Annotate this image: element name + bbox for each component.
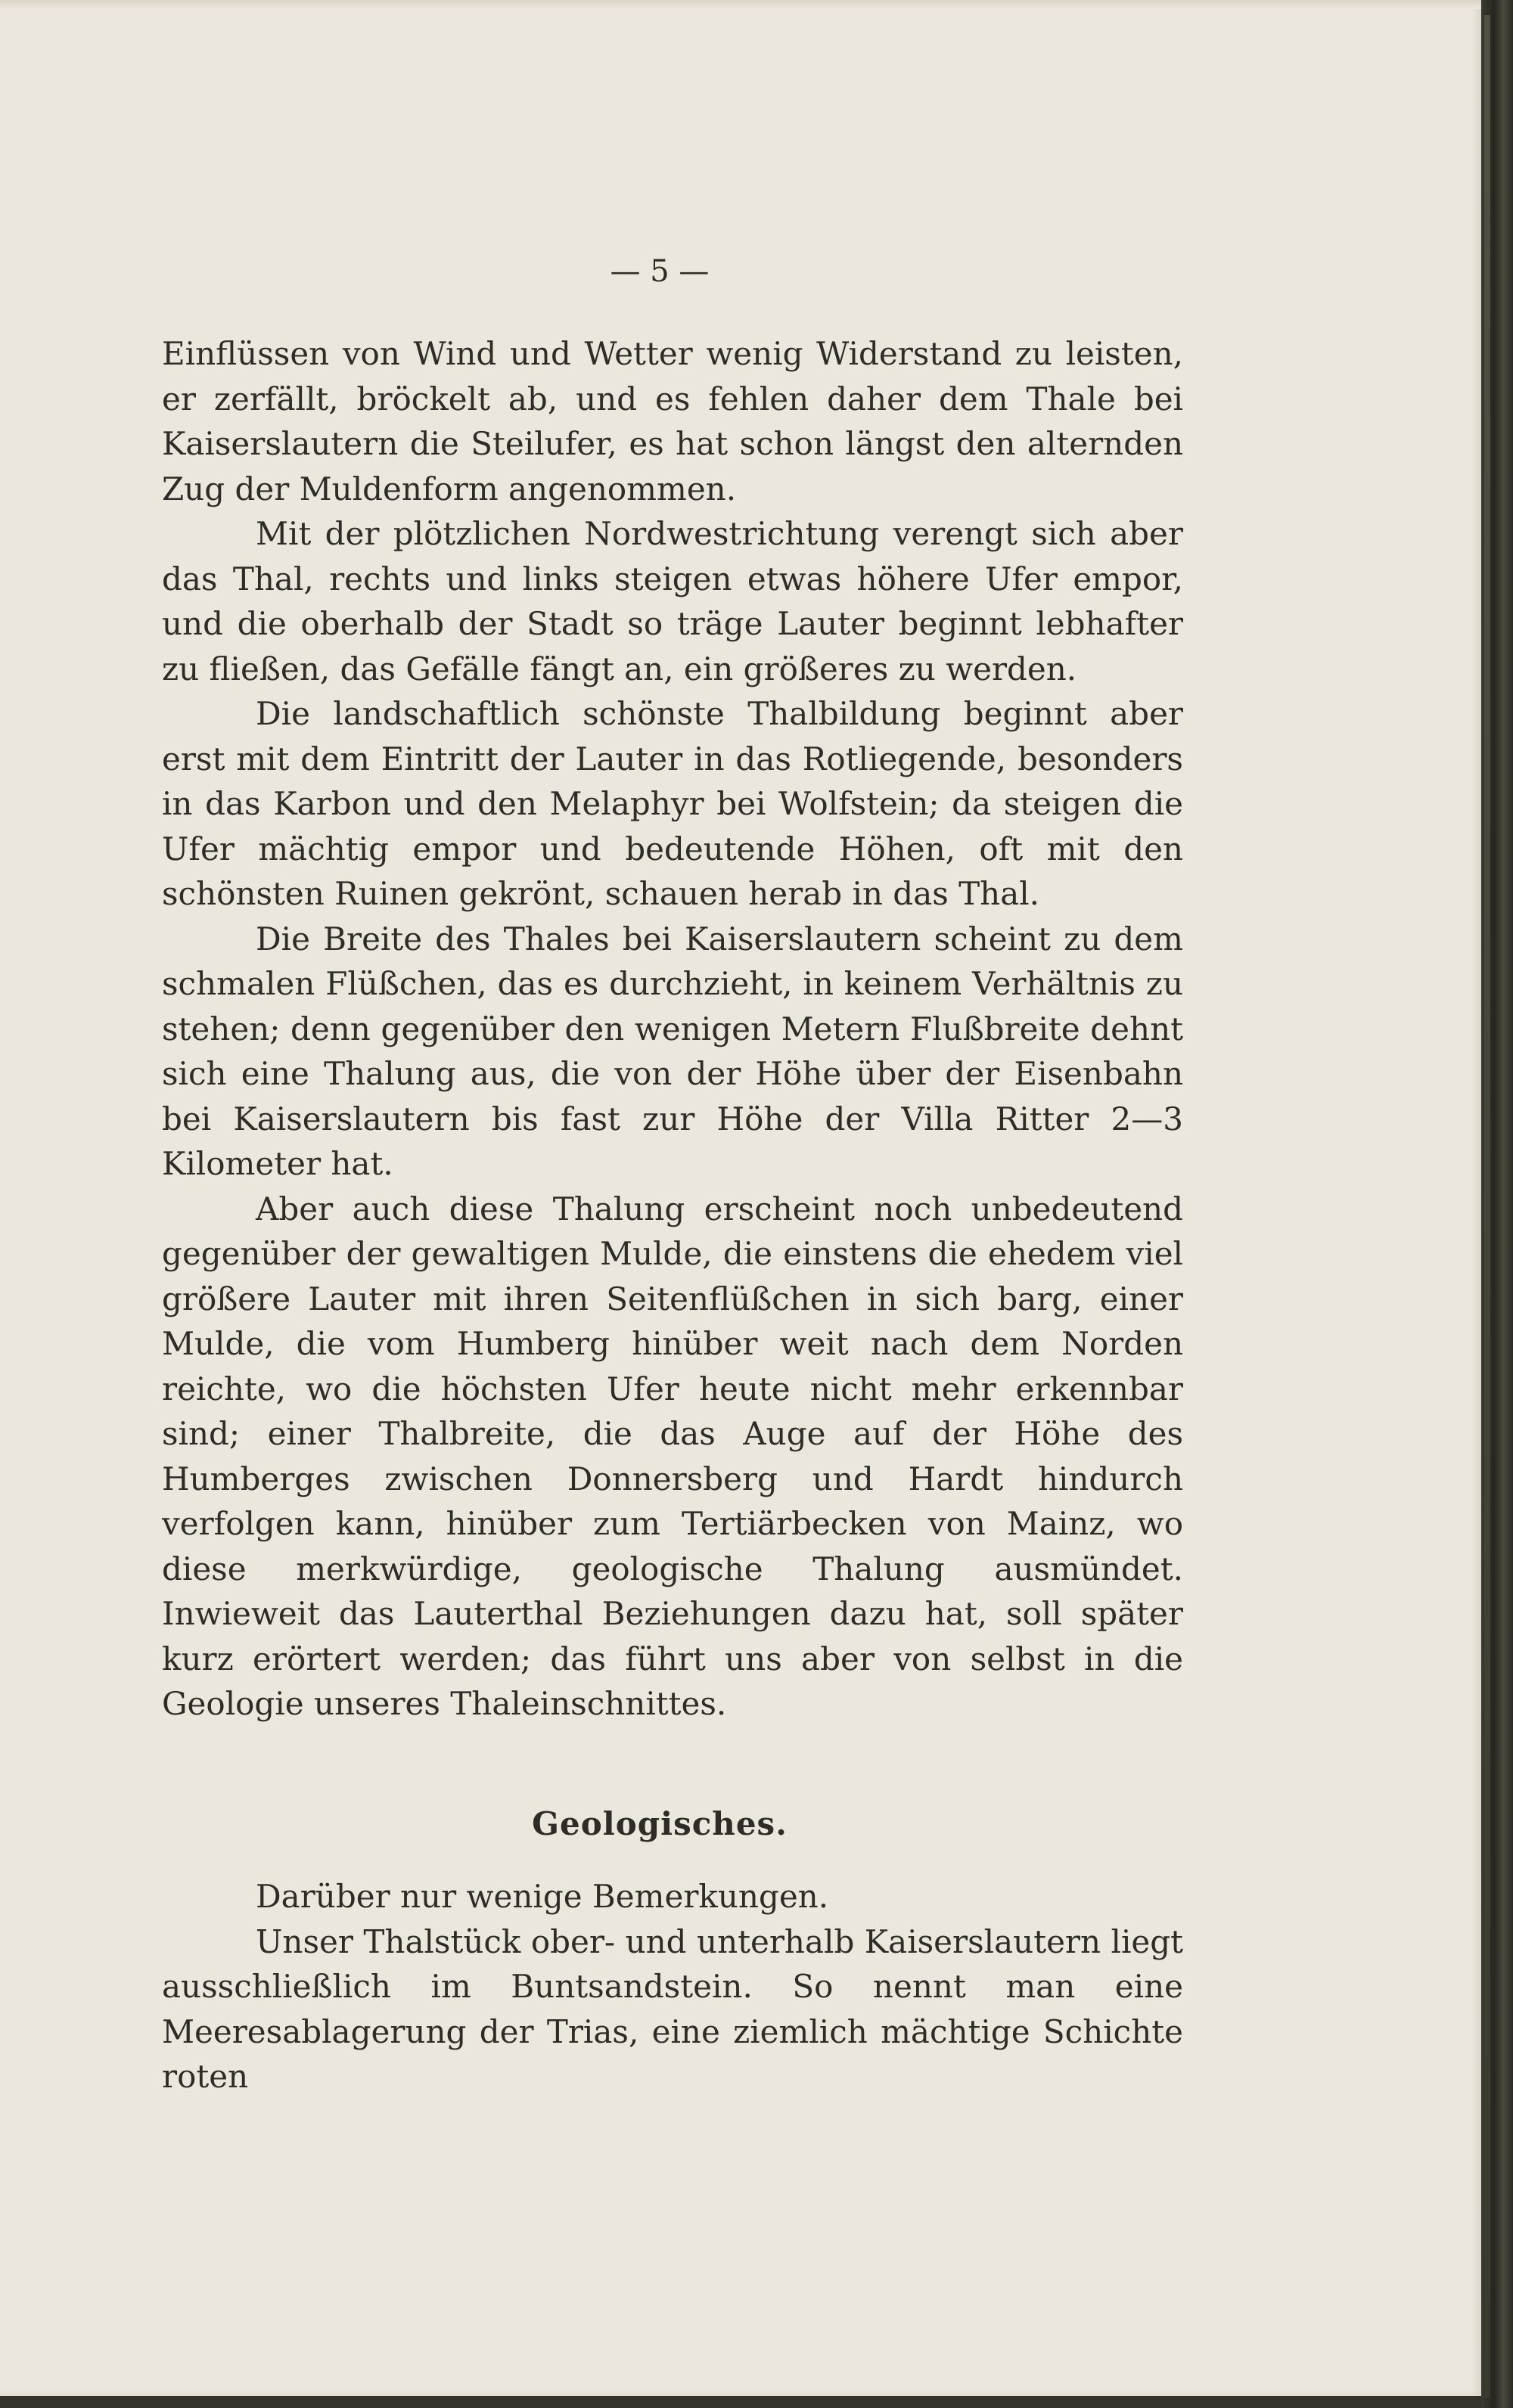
section-heading: Geologisches. <box>532 1805 788 1842</box>
paragraph-5: Aber auch diese Thalung erscheint noch unbedeutend gegenüber der gewaltigen Mulde, die einstens die ehedem viel größere Lauter mit ihren Seitenflüßchen in sich barg, einer Mulde, die vom Humberg hinüber weit nach dem Norden reichte, wo die höchsten Ufer heute nicht mehr erkennbar sind; einer Thalbreite, die das Auge auf der Höhe des Humberges zwischen Donnersberg und Hardt hindurch verfolgen kann, hinüber zum Tertiärbecken von Mainz, wo diese merkwürdige, geologische Thalung ausmündet. Inwieweit das Lauterthal Beziehungen dazu hat, soll später kurz erörtert werden; das führt uns aber von selbst in die Geologie unseres Thaleinschnittes. <box>162 1190 1183 1722</box>
section-paragraph-1: Darüber nur wenige Bemerkungen. <box>256 1878 829 1915</box>
section-paragraph-2: Unser Thalstück ober- und unterhalb Kaiserslautern liegt ausschließlich im Buntsandstein. So nennt man eine Meeresablagerung der Trias, eine ziemlich mächtige Schichte roten <box>162 1922 1183 2095</box>
paragraph-2: Mit der plötzlichen Nordwestrichtung verengt sich aber das Thal, rechts und links steigen etwas höhere Ufer empor, und die oberhalb der Stadt so träge Lauter beginnt lebhafter zu fließen, das Gefälle fängt an, ein größeres zu werden. <box>162 515 1183 687</box>
page-bottom-edge <box>0 2396 1481 2408</box>
page-top-edge <box>0 0 1481 9</box>
body-text <box>162 331 1183 1727</box>
section-body-text <box>162 1874 1183 2099</box>
paragraph-3: Die landschaftlich schönste Thalbildung beginnt aber erst mit dem Eintritt der Lauter in das Rotliegende, besonders in das Karbon und den Melaphyr bei Wolfstein; da steigen die Ufer mächtig empor und bedeutende Höhen, oft mit den schönsten Ruinen gekrönt, schauen herab in das Thal. <box>162 695 1183 912</box>
binding-stripe <box>1484 15 1490 2397</box>
paragraph-1: Einflüssen von Wind und Wetter wenig Widerstand zu leisten, er zerfällt, bröckelt ab, und es fehlen daher dem Thale bei Kaiserslautern die Steilufer, es hat schon längst den alternden Zug der Muldenform angenommen. <box>162 335 1183 507</box>
paragraph-4: Die Breite des Thales bei Kaiserslautern scheint zu dem schmalen Flüßchen, das es durchzieht, in keinem Verhältnis zu stehen; denn gegenüber den wenigen Metern Flußbreite dehnt sich eine Thalung aus, die von der Höhe über der Eisenbahn bei Kaiserslautern bis fast zur Höhe der Villa Ritter 2—3 Kilometer hat. <box>162 920 1183 1182</box>
page-number: — 5 — <box>610 254 710 289</box>
